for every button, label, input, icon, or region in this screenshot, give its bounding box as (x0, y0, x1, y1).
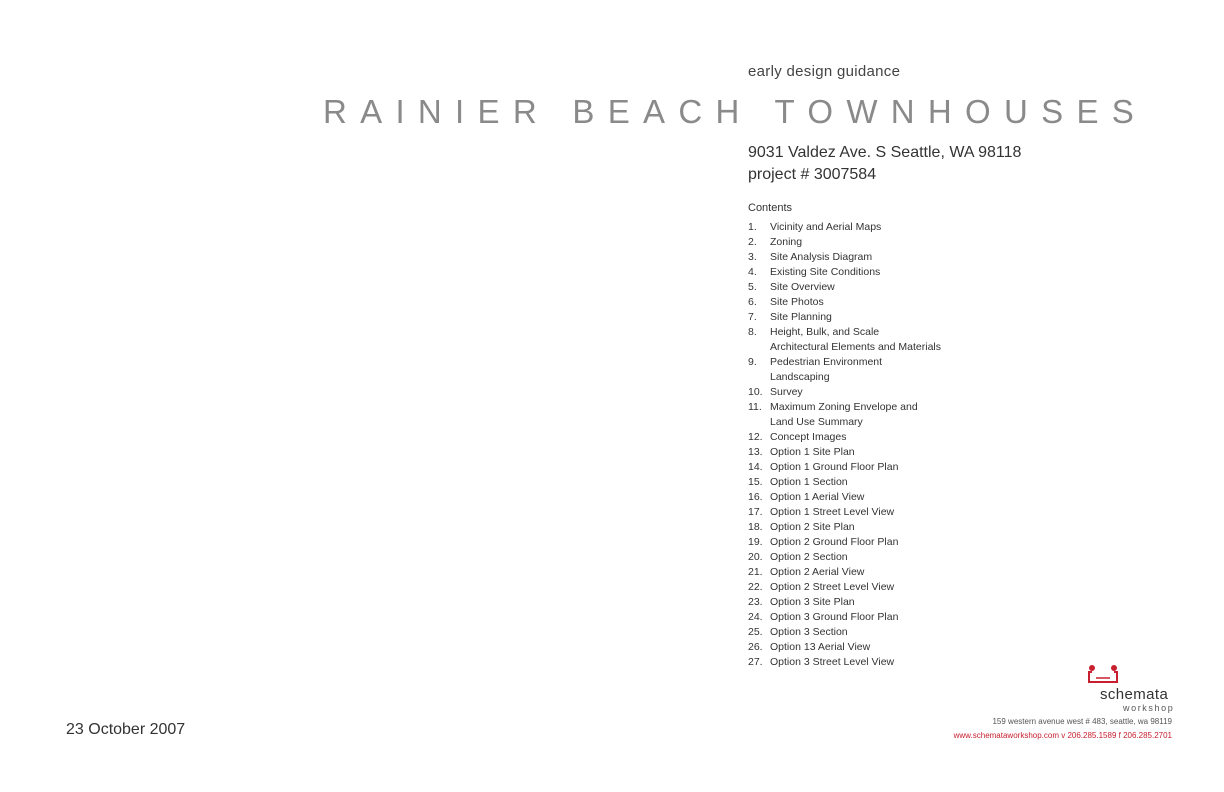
firm-address: 159 western avenue west # 483, seattle, wa 98119 (992, 717, 1172, 726)
contents-item-number: 17. (748, 506, 763, 518)
contents-item-label: Landscaping (770, 371, 830, 383)
contents-item (748, 595, 941, 610)
contents-item (748, 310, 941, 325)
subtitle: early design guidance (748, 63, 901, 80)
document-date: 23 October 2007 (66, 721, 186, 738)
contents-item-label: Option 3 Ground Floor Plan (770, 611, 899, 623)
contents-item-number: 21. (748, 566, 763, 578)
contents-item-label: Option 2 Ground Floor Plan (770, 536, 899, 548)
contents-item (748, 235, 941, 250)
contents-item-label: Site Overview (770, 281, 835, 293)
contents-item (748, 520, 941, 535)
contents-item-label: Option 3 Street Level View (770, 656, 895, 668)
contents-item-label: Option 1 Street Level View (770, 506, 895, 518)
contents-item-label: Maximum Zoning Envelope and (770, 401, 918, 413)
contents-item-label: Option 13 Aerial View (770, 641, 871, 653)
contents-item (748, 475, 941, 490)
contents-item (748, 280, 941, 295)
contents-item-number: 5. (748, 281, 757, 293)
project-number: project # 3007584 (748, 166, 877, 183)
contents-item (748, 355, 941, 385)
contents-item (748, 505, 941, 520)
contents-item-label: Architectural Elements and Materials (770, 341, 941, 353)
contents-heading: Contents (748, 202, 793, 214)
contents-item-label: Pedestrian Environment (770, 356, 883, 368)
contents-item-number: 4. (748, 266, 757, 278)
contents-item-label: Option 1 Aerial View (770, 491, 865, 503)
contents-item-number: 6. (748, 296, 757, 308)
contents-item-label: Site Photos (770, 296, 824, 308)
contents-item (748, 250, 941, 265)
contents-item-number: 14. (748, 461, 763, 473)
contents-list (748, 220, 941, 670)
logo-subtitle: workshop (1123, 703, 1175, 713)
contents-item (748, 610, 941, 625)
contents-item-label: Option 1 Ground Floor Plan (770, 461, 899, 473)
contents-item (748, 445, 941, 460)
contents-item-number: 26. (748, 641, 763, 653)
contents-item-label: Zoning (770, 236, 803, 248)
contents-item-number: 10. (748, 386, 763, 398)
firm-contact (954, 731, 1172, 740)
contents-item-number: 12. (748, 431, 763, 443)
contents-item (748, 580, 941, 595)
contents-item-label: Concept Images (770, 431, 847, 443)
contents-item-label: Height, Bulk, and Scale (770, 326, 880, 338)
contents-item-number: 3. (748, 251, 757, 263)
contents-item-label: Option 2 Aerial View (770, 566, 865, 578)
contents-item (748, 400, 941, 430)
contents-item-number: 15. (748, 476, 763, 488)
contents-item-label: Site Planning (770, 311, 832, 323)
contents-item (748, 625, 941, 640)
contents-item-number: 25. (748, 626, 763, 638)
contents-item-number: 8. (748, 326, 757, 338)
contents-item-number: 18. (748, 521, 763, 533)
contents-item-number: 27. (748, 656, 763, 668)
contents-item (748, 295, 941, 310)
contents-item-label: Site Analysis Diagram (770, 251, 873, 263)
logo-name: schemata (1100, 686, 1169, 703)
contents-item (748, 385, 941, 400)
contents-item-number: 7. (748, 311, 757, 323)
contents-item-number: 24. (748, 611, 763, 623)
project-info (748, 142, 1021, 186)
contents-item-number: 23. (748, 596, 763, 608)
contents-item-label: Existing Site Conditions (770, 266, 881, 278)
contents-item-label: Option 3 Section (770, 626, 848, 638)
logo-mark-icon (1086, 664, 1122, 686)
contents-item-label: Option 1 Section (770, 476, 848, 488)
contents-item-label: Option 2 Section (770, 551, 848, 563)
contents-item-number: 22. (748, 581, 763, 593)
contents-item-label: Survey (770, 386, 803, 398)
website-link[interactable]: www.schemataworkshop.com (953, 731, 1059, 740)
address-line: 9031 Valdez Ave. S Seattle, WA 98118 (748, 144, 1022, 161)
contents-item (748, 640, 941, 655)
contents-item-label: Option 1 Site Plan (770, 446, 855, 458)
contents-item (748, 565, 941, 580)
contents-item (748, 460, 941, 475)
contents-item (748, 550, 941, 565)
contents-item-number: 2. (748, 236, 757, 248)
contents-item-number: 16. (748, 491, 763, 503)
phone-numbers: v 206.285.1589 f 206.285.2701 (1061, 731, 1172, 740)
contents-item (748, 265, 941, 280)
contents-item-label: Option 3 Site Plan (770, 596, 855, 608)
contents-item-number: 13. (748, 446, 763, 458)
contents-item-number: 20. (748, 551, 763, 563)
contents-item-label: Option 2 Street Level View (770, 581, 895, 593)
contents-item (748, 490, 941, 505)
contents-item-number: 9. (748, 356, 757, 368)
contents-item (748, 325, 941, 355)
contents-item (748, 655, 941, 670)
contents-item-label: Option 2 Site Plan (770, 521, 855, 533)
contents-item-number: 11. (748, 401, 762, 413)
contents-item-label: Vicinity and Aerial Maps (770, 221, 882, 233)
contents-item (748, 535, 941, 550)
page-title: RAINIER BEACH TOWNHOUSES (323, 93, 1148, 130)
contents-item (748, 220, 941, 235)
contents-item-label: Land Use Summary (770, 416, 863, 428)
contents-item (748, 430, 941, 445)
contents-item-number: 19. (748, 536, 763, 548)
contents-item-number: 1. (748, 221, 757, 233)
